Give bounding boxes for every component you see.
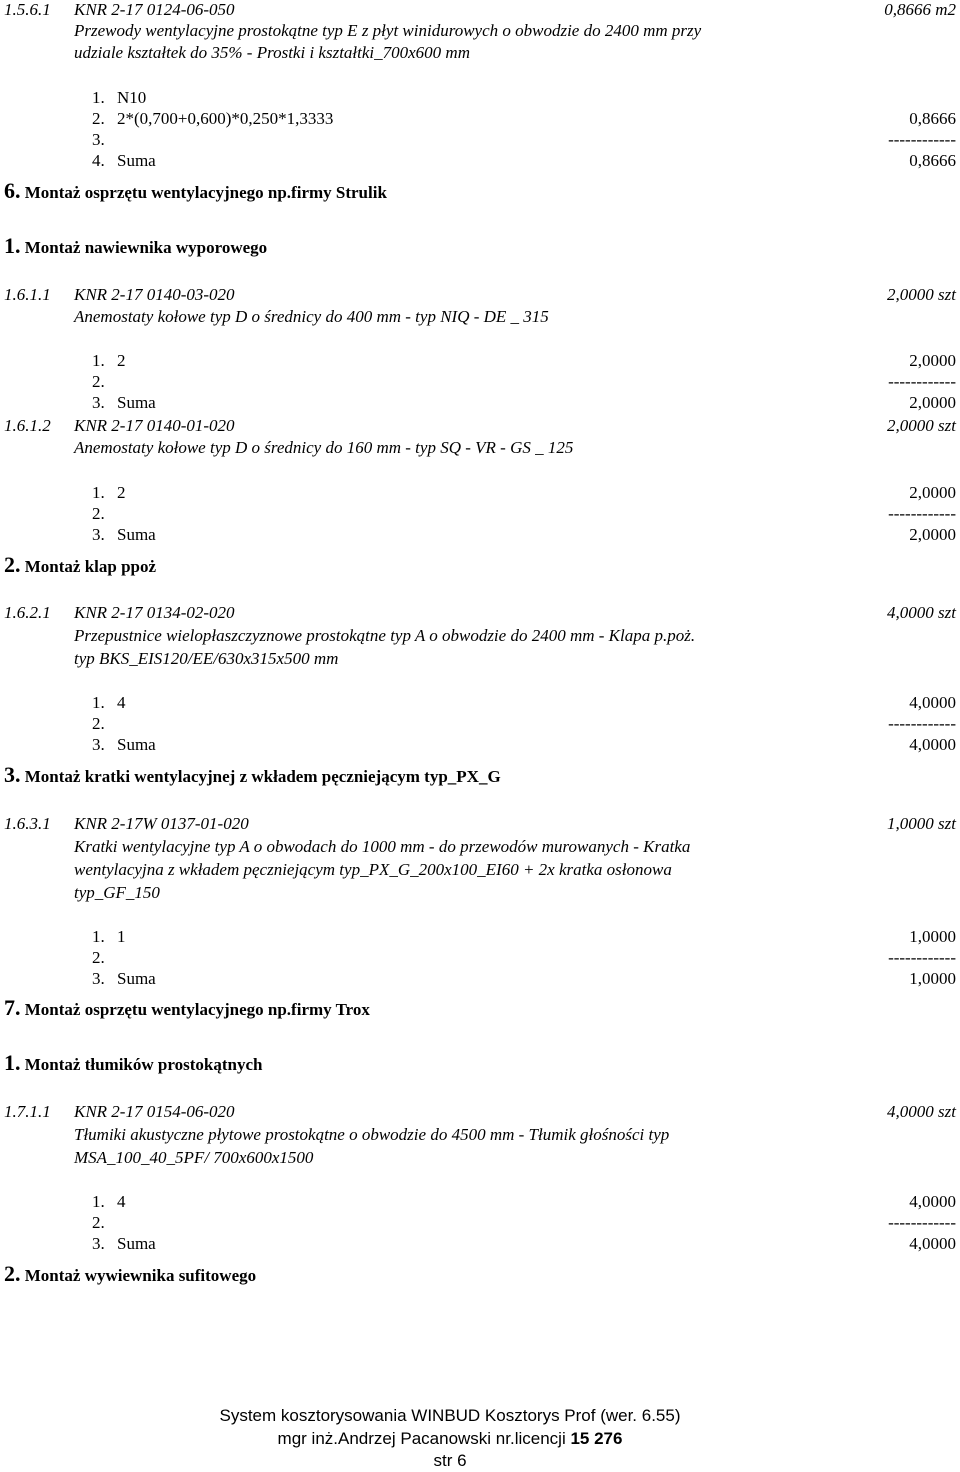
item-description: typ_GF_150 [74,883,160,902]
section-heading: 1. Montaż tłumików prostokątnych [4,1050,263,1075]
item-quantity: 1,0000 szt [887,814,956,833]
item-description: Anemostaty kołowe typ D o średnicy do 400 mm - typ NIQ - DE _ 315 [74,307,549,326]
item-number: 1.6.1.1 [4,285,51,304]
item-description: udziale kształtek do 35% - Prostki i kształtki_700x600 mm [74,43,470,62]
item-quantity: 2,0000 szt [887,416,956,435]
item-quantity: 4,0000 szt [887,1102,956,1121]
item-code: KNR 2-17W 0137-01-020 [74,814,249,833]
section-heading: 2. Montaż wywiewnika sufitowego [4,1261,257,1286]
item-code: KNR 2-17 0140-03-020 [74,285,235,304]
item-description: Tłumiki akustyczne płytowe prostokątne o obwodzie do 4500 mm - Tłumik głośności typ [74,1125,670,1144]
section-heading: 1. Montaż nawiewnika wyporowego [4,233,268,258]
item-quantity: 4,0000 szt [887,603,956,622]
item-code: KNR 2-17 0154-06-020 [74,1102,235,1121]
section-heading: 2. Montaż klap ppoż [4,552,157,577]
item-code: KNR 2-17 0124-06-050 [74,0,235,19]
item-number: 1.6.1.2 [4,416,51,435]
item-quantity: 0,8666 m2 [884,0,956,19]
item-description: wentylacyjna z wkładem pęczniejącym typ_PX_G_200x100_EI60 + 2x kratka osłonowa [74,860,672,879]
item-description: typ BKS_EIS120/EE/630x315x500 mm [74,649,339,668]
item-number: 1.6.3.1 [4,814,51,833]
item-code: KNR 2-17 0134-02-020 [74,603,235,622]
section-heading: 6. Montaż osprzętu wentylacyjnego np.firmy Strulik [4,178,387,203]
item-description: Anemostaty kołowe typ D o średnicy do 160 mm - typ SQ - VR - GS _ 125 [74,438,574,457]
item-description: Kratki wentylacyjne typ A o obwodach do 1000 mm - do przewodów murowanych - Kratka [74,837,691,856]
item-number: 1.7.1.1 [4,1102,51,1121]
item-description: Przepustnice wielopłaszczyznowe prostokątne typ A o obwodzie do 2400 mm - Klapa p.poż. [74,626,696,645]
section-heading: 3. Montaż kratki wentylacyjnej z wkładem pęczniejącym typ_PX_G [4,762,501,787]
item-description: Przewody wentylacyjne prostokątne typ E z płyt winidurowych o obwodzie do 2400 mm przy [74,21,702,40]
footer-software: System kosztorysowania WINBUD Kosztorys Prof (wer. 6.55) [219,1406,681,1425]
page-number: str 6 [433,1451,467,1470]
section-heading: 7. Montaż osprzętu wentylacyjnego np.firmy Trox [4,995,370,1020]
footer-license: mgr inż.Andrzej Pacanowski nr.licencji 15 276 [277,1429,623,1448]
license-number: 15 276 [570,1429,623,1448]
item-number: 1.5.6.1 [4,0,51,19]
item-quantity: 2,0000 szt [887,285,956,304]
item-number: 1.6.2.1 [4,603,51,622]
item-description: MSA_100_40_5PF/ 700x600x1500 [74,1148,314,1167]
item-code: KNR 2-17 0140-01-020 [74,416,235,435]
